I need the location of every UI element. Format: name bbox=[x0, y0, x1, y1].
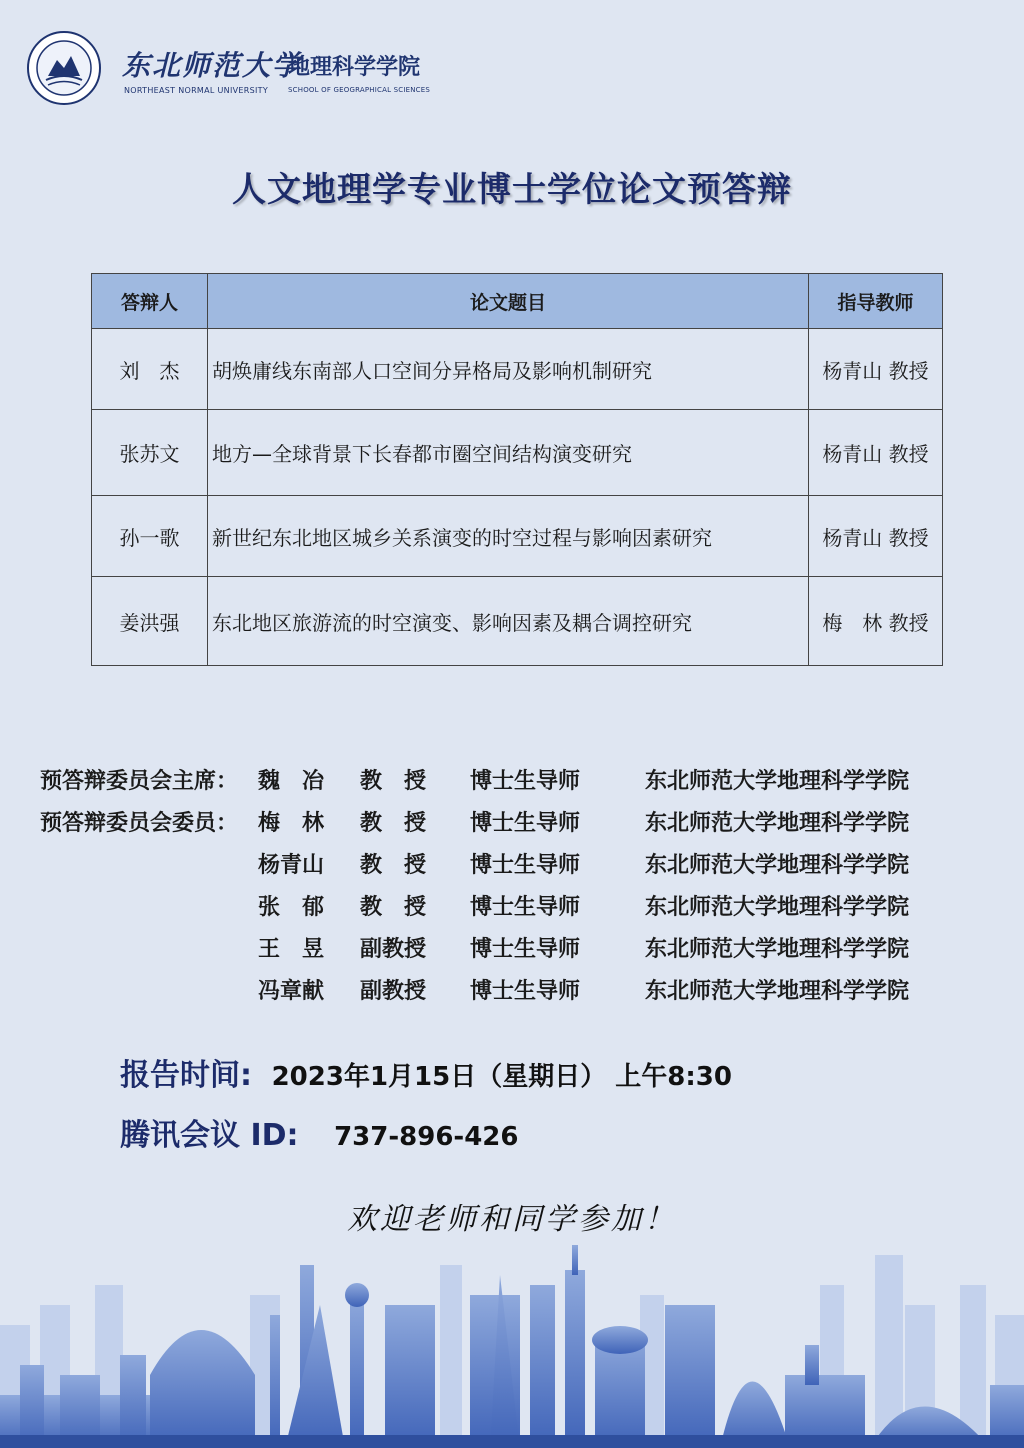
committee-role: 预答辩委员会委员： bbox=[40, 811, 239, 836]
committee-row bbox=[40, 932, 980, 972]
page-title: 人文地理学专业博士学位论文预答辩 bbox=[232, 170, 792, 210]
committee-institution: 东北师范大学地理科学学院 bbox=[645, 811, 910, 836]
report-time-label: 报告时间: bbox=[120, 1058, 252, 1093]
thesis-topic: 东北地区旅游流的时空演变、影响因素及耦合调控研究 bbox=[208, 577, 809, 666]
committee-tutor: 博士生导师 bbox=[470, 979, 581, 1004]
committee-institution: 东北师范大学地理科学学院 bbox=[645, 853, 910, 878]
committee-row bbox=[40, 806, 980, 846]
committee-tutor: 博士生导师 bbox=[470, 937, 581, 962]
committee-member: 梅 林 bbox=[258, 811, 325, 836]
committee-member: 冯章献 bbox=[258, 979, 325, 1004]
committee-row bbox=[40, 848, 980, 888]
committee-member: 魏 冶 bbox=[258, 769, 325, 794]
table-row bbox=[92, 329, 943, 410]
committee-tutor: 博士生导师 bbox=[470, 853, 581, 878]
committee-title: 教 授 bbox=[360, 895, 427, 920]
table-header-row bbox=[92, 274, 943, 329]
committee-tutor: 博士生导师 bbox=[470, 811, 581, 836]
committee-title: 教 授 bbox=[360, 853, 427, 878]
committee-member: 张 郁 bbox=[258, 895, 325, 920]
thesis-topic: 胡焕庸线东南部人口空间分异格局及影响机制研究 bbox=[208, 329, 809, 410]
meeting-id bbox=[120, 1110, 519, 1154]
committee-title: 副教授 bbox=[360, 979, 427, 1004]
city-skyline-illustration bbox=[0, 1245, 1024, 1448]
header-topic: 论文题目 bbox=[208, 274, 809, 329]
committee-title: 教 授 bbox=[360, 811, 427, 836]
meeting-id-label: 腾讯会议 ID: bbox=[120, 1118, 299, 1153]
committee-institution: 东北师范大学地理科学学院 bbox=[645, 937, 910, 962]
committee-institution: 东北师范大学地理科学学院 bbox=[645, 895, 910, 920]
defender-name: 孙一歌 bbox=[92, 496, 208, 577]
school-name-en: SCHOOL OF GEOGRAPHICAL SCIENCES bbox=[288, 86, 431, 94]
report-time-value: 2023年1月15日（星期日） 上午8:30 bbox=[271, 1062, 732, 1092]
committee-institution: 东北师范大学地理科学学院 bbox=[645, 769, 910, 794]
table-row bbox=[92, 496, 943, 577]
committee-role: 预答辩委员会主席： bbox=[40, 769, 239, 794]
committee-row bbox=[40, 764, 980, 804]
header-advisor: 指导教师 bbox=[809, 274, 943, 329]
advisor-name: 梅 林 教授 bbox=[809, 577, 943, 666]
table-row bbox=[92, 410, 943, 496]
university-name-en: NORTHEAST NORMAL UNIVERSITY bbox=[124, 86, 269, 95]
meeting-id-value: 737-896-426 bbox=[334, 1122, 519, 1152]
defender-name: 姜洪强 bbox=[92, 577, 208, 666]
defender-name: 张苏文 bbox=[92, 410, 208, 496]
thesis-table bbox=[91, 273, 943, 666]
header bbox=[26, 30, 586, 110]
committee-title: 教 授 bbox=[360, 769, 427, 794]
school-name-cn: 地理科学学院 bbox=[288, 55, 421, 80]
committee-tutor: 博士生导师 bbox=[470, 769, 581, 794]
committee-member: 杨青山 bbox=[258, 853, 325, 878]
committee-row bbox=[40, 890, 980, 930]
advisor-name: 杨青山 教授 bbox=[809, 496, 943, 577]
defender-name: 刘 杰 bbox=[92, 329, 208, 410]
table-row bbox=[92, 577, 943, 666]
committee-institution: 东北师范大学地理科学学院 bbox=[645, 979, 910, 1004]
advisor-name: 杨青山 教授 bbox=[809, 410, 943, 496]
university-seal-icon bbox=[26, 30, 102, 106]
advisor-name: 杨青山 教授 bbox=[809, 329, 943, 410]
report-time bbox=[120, 1050, 732, 1094]
thesis-topic: 新世纪东北地区城乡关系演变的时空过程与影响因素研究 bbox=[208, 496, 809, 577]
committee-title: 副教授 bbox=[360, 937, 427, 962]
thesis-topic: 地方—全球背景下长春都市圈空间结构演变研究 bbox=[208, 410, 809, 496]
header-defender: 答辩人 bbox=[92, 274, 208, 329]
university-name-cn: 东北师范大学 bbox=[122, 49, 303, 82]
committee-tutor: 博士生导师 bbox=[470, 895, 581, 920]
welcome-message: 欢迎老师和同学参加！ bbox=[347, 1202, 677, 1237]
committee-row bbox=[40, 974, 980, 1014]
committee-member: 王 昱 bbox=[258, 937, 325, 962]
